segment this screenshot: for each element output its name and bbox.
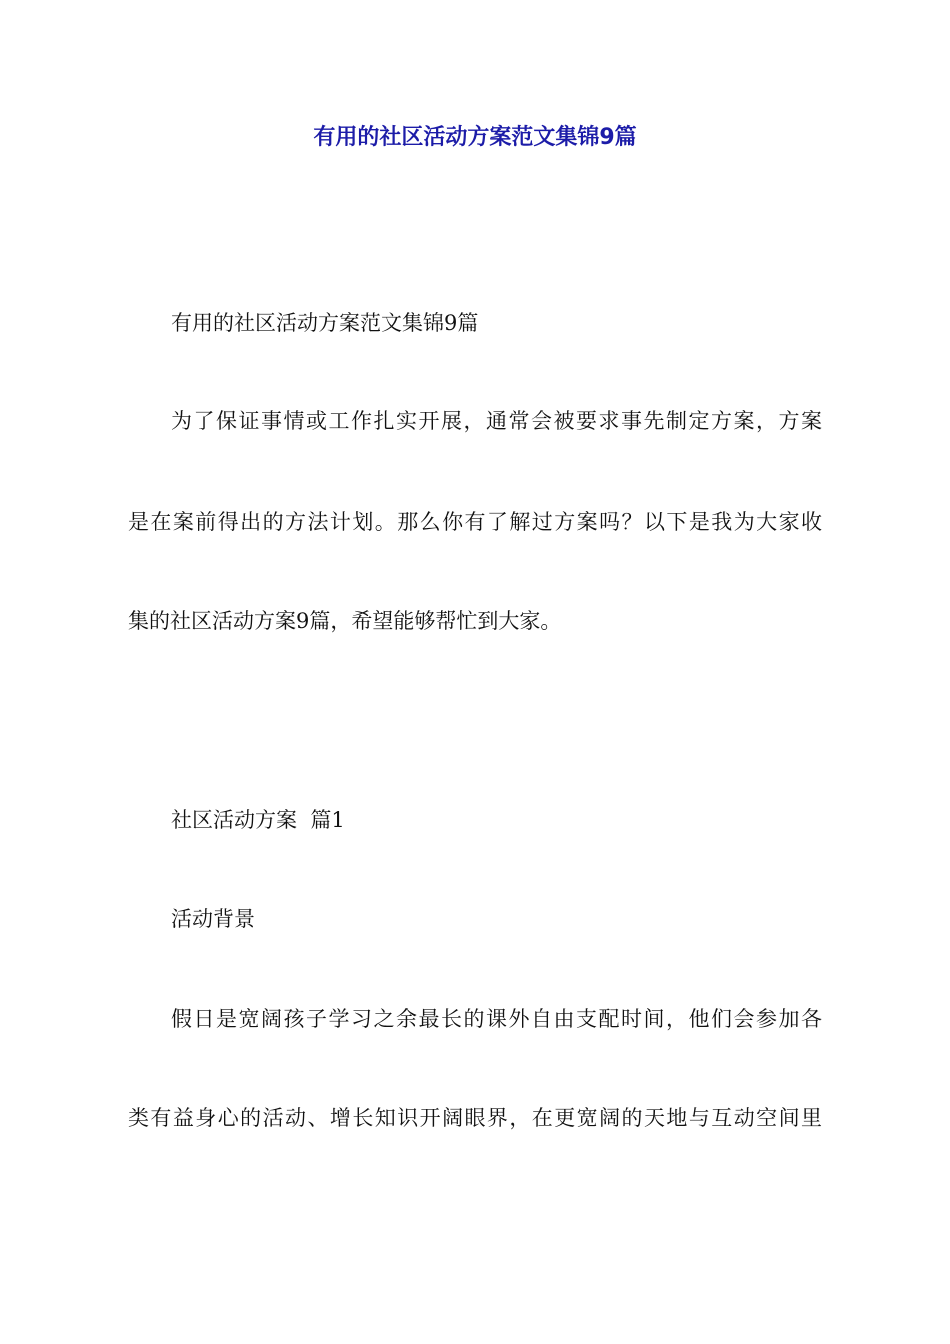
body-line-2: 类有益身心的活动、增长知识开阔眼界，在更宽阔的天地与互动空间里 bbox=[128, 1106, 822, 1130]
subsection-title: 活动背景 bbox=[171, 907, 255, 931]
intro-line-3: 集的社区活动方案9篇，希望能够帮忙到大家。 bbox=[128, 609, 562, 633]
body-line-1: 假日是宽阔孩子学习之余最长的课外自由支配时间，他们会参加各 bbox=[171, 1007, 822, 1031]
intro-line-1: 为了保证事情或工作扎实开展，通常会被要求事先制定方案，方案 bbox=[171, 409, 822, 433]
heading-line: 有用的社区活动方案范文集锦9篇 bbox=[171, 311, 479, 335]
intro-line-2: 是在案前得出的方法计划。那么你有了解过方案吗？以下是我为大家收 bbox=[128, 510, 822, 534]
section-title: 社区活动方案 篇1 bbox=[171, 808, 345, 832]
document-title: 有用的社区活动方案范文集锦9篇 bbox=[313, 125, 637, 150]
